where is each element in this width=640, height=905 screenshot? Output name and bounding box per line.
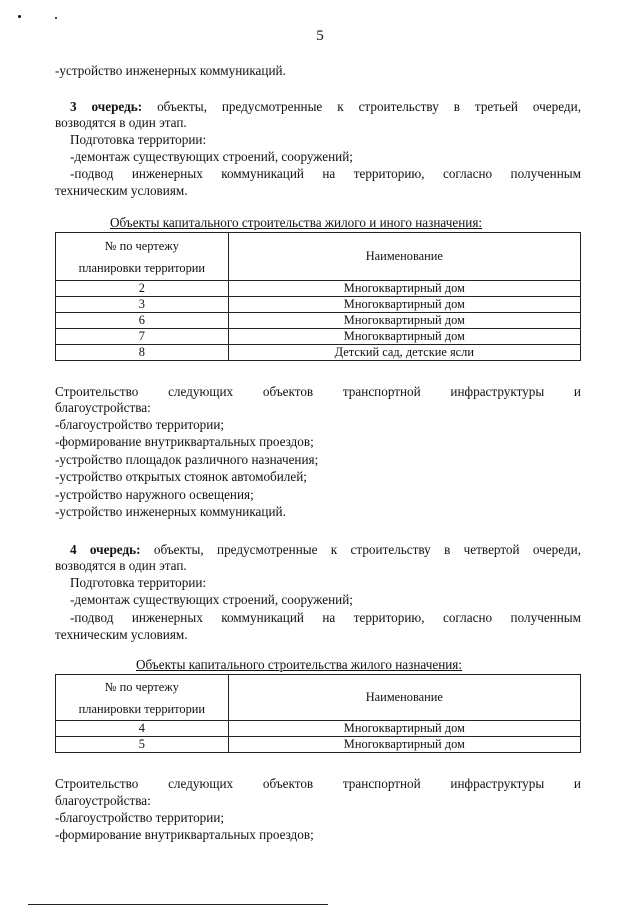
table-header-row — [56, 675, 581, 721]
section4-heading-rest: объекты, предусмотренные к строительству в четвертой очереди, — [140, 542, 582, 557]
paragraph-line: благоустройства: — [55, 793, 151, 808]
table-cell: Многоквартирный дом — [228, 281, 580, 297]
table-cell: Многоквартирный дом — [228, 721, 580, 737]
list-item: -устройство инженерных коммуникаций. — [55, 504, 286, 519]
table-header-cell — [56, 675, 229, 721]
table-cell: 4 — [56, 721, 229, 737]
objects-table — [55, 674, 581, 753]
scan-speck — [55, 17, 57, 19]
paragraph-line: -подвод инженерных коммуникаций на территорию, согласно полученным — [70, 166, 581, 181]
paragraph-line: Строительство следующих объектов транспортной инфраструктуры и — [55, 384, 581, 399]
list-item: -благоустройство территории; — [55, 417, 225, 432]
table-header-cell — [56, 233, 229, 281]
table-caption: Объекты капитального строительства жилого назначения: — [136, 657, 463, 672]
table-cell: Многоквартирный дом — [228, 297, 580, 313]
table-cell: 6 — [56, 313, 229, 329]
table-cell: 7 — [56, 329, 229, 345]
paragraph-line: Подготовка территории: — [70, 132, 207, 147]
header-number-line1: № по чертежу — [104, 238, 179, 253]
paragraph-line: -подвод инженерных коммуникаций на территорию, согласно полученным — [70, 610, 581, 625]
list-item: -формирование внутриквартальных проездов; — [55, 434, 314, 449]
table-cell: Детский сад, детские ясли — [228, 345, 580, 361]
paragraph-line: -демонтаж существующих строений, сооружений; — [70, 149, 353, 164]
paragraph-line: возводятся в один этап. — [55, 115, 187, 130]
list-item: -устройство площадок различного назначения; — [55, 452, 319, 467]
paragraph-line: техническим условиям. — [55, 627, 188, 642]
table-caption: Объекты капитального строительства жилого и иного назначения: — [110, 215, 483, 230]
paragraph-line: техническим условиям. — [55, 183, 188, 198]
table-row — [56, 721, 581, 737]
section3-heading-rest: объекты, предусмотренные к строительству в третьей очереди, — [142, 99, 581, 114]
table-cell: 3 — [56, 297, 229, 313]
table-row — [56, 297, 581, 313]
table-cell: 2 — [56, 281, 229, 297]
paragraph-line: Подготовка территории: — [70, 575, 207, 590]
table-row — [56, 345, 581, 361]
table-row — [56, 737, 581, 753]
table-header-row — [56, 233, 581, 281]
list-item: -устройство открытых стоянок автомобилей; — [55, 469, 307, 484]
header-number-line1: № по чертежу — [104, 679, 179, 694]
list-item: -устройство наружного освещения; — [55, 487, 254, 502]
section4-heading: 4 очередь: — [70, 542, 141, 557]
paragraph-line: Строительство следующих объектов транспортной инфраструктуры и — [55, 776, 581, 791]
paragraph-line: возводятся в один этап. — [55, 558, 187, 573]
list-item: -благоустройство территории; — [55, 810, 225, 825]
table-row — [56, 313, 581, 329]
table-header-cell: Наименование — [228, 233, 580, 281]
table-row — [56, 329, 581, 345]
paragraph-line: -демонтаж существующих строений, сооружений; — [70, 592, 353, 607]
table-row — [56, 281, 581, 297]
table-header-cell: Наименование — [228, 675, 580, 721]
header-number-line2: планировки территории — [78, 260, 206, 275]
objects-table — [55, 232, 581, 361]
table-cell: Многоквартирный дом — [228, 313, 580, 329]
section4-heading-line — [70, 542, 581, 559]
header-number-line2: планировки территории — [78, 701, 206, 716]
table-cell: Многоквартирный дом — [228, 737, 580, 753]
paragraph-line: -устройство инженерных коммуникаций. — [55, 63, 286, 78]
section3-heading-line — [70, 99, 581, 116]
table-cell: 5 — [56, 737, 229, 753]
table-cell: 8 — [56, 345, 229, 361]
list-item: -формирование внутриквартальных проездов; — [55, 827, 314, 842]
page-number: 5 — [316, 28, 324, 44]
section3-heading: 3 очередь: — [70, 99, 143, 114]
scan-speck — [18, 15, 21, 18]
table-cell: Многоквартирный дом — [228, 329, 580, 345]
paragraph-line: благоустройства: — [55, 400, 151, 415]
